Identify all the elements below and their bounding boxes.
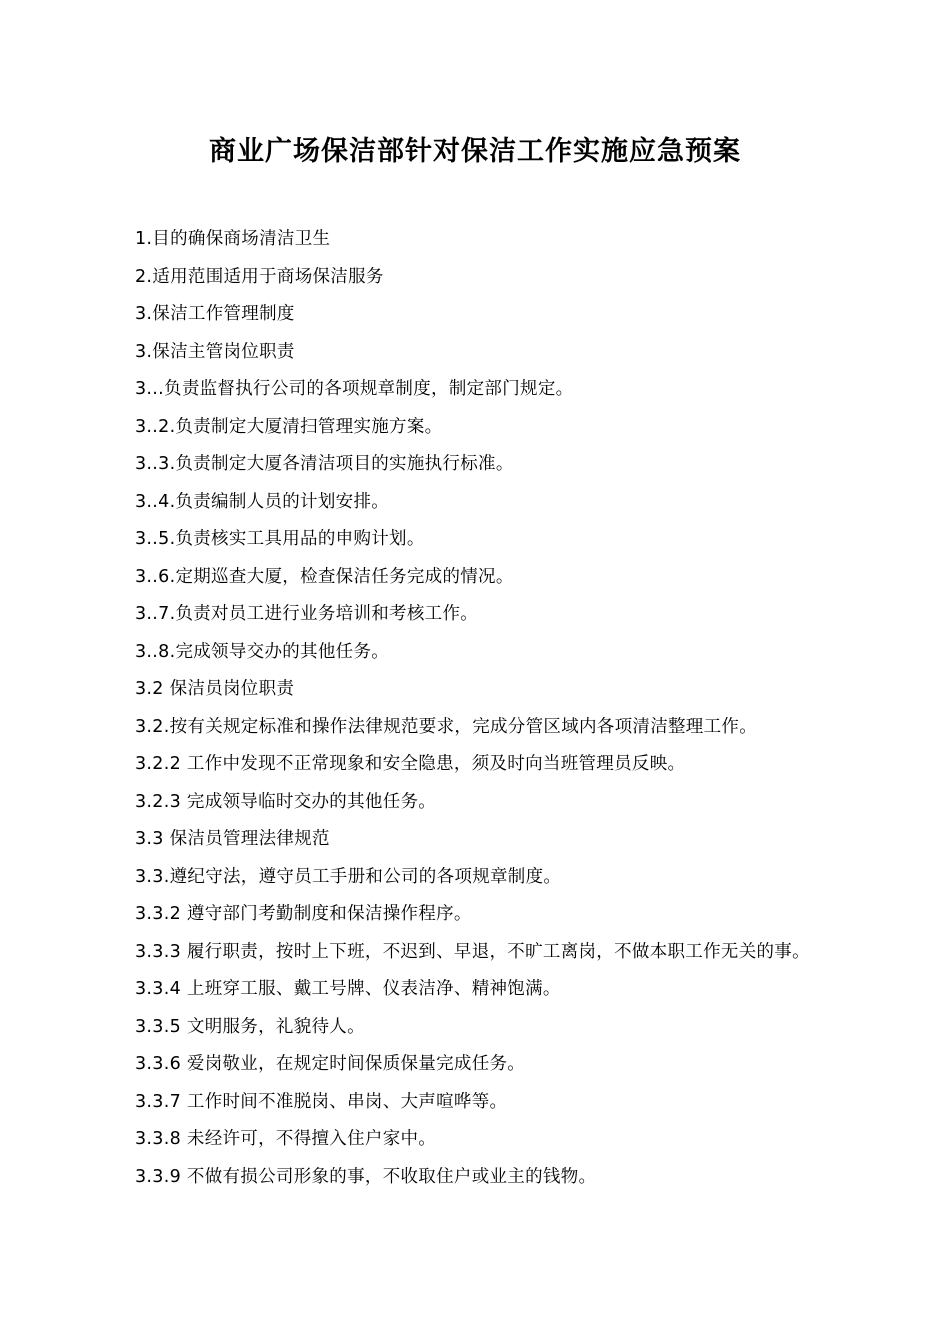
paragraph: 3.3.5 文明服务，礼貌待人。 xyxy=(135,1016,365,1037)
paragraph: 3..8.完成领导交办的其他任务。 xyxy=(135,641,390,662)
paragraph: 3.3.8 未经许可，不得擅入住户家中。 xyxy=(135,1129,437,1149)
paragraph: 3.保洁主管岗位职责 xyxy=(135,341,295,362)
paragraph: 3..7.负责对员工进行业务培训和考核工作。 xyxy=(135,604,479,624)
paragraph: 3.3.4 上班穿工服、戴工号牌、仪表洁净、精神饱满。 xyxy=(135,979,561,999)
paragraph: 3..2.负责制定大厦清扫管理实施方案。 xyxy=(135,416,443,437)
paragraph: 3.2.2 工作中发现不正常现象和安全隐患，须及时向当班管理员反映。 xyxy=(135,754,686,774)
paragraph: 3...负责监督执行公司的各项规章制度，制定部门规定。 xyxy=(135,379,574,399)
paragraph: 3.2.按有关规定标准和操作法律规范要求，完成分管区域内各项清洁整理工作。 xyxy=(135,716,757,737)
paragraph: 1.目的确保商场清洁卫生 xyxy=(135,229,331,249)
paragraph: 3.3.3 履行职责，按时上下班，不迟到、早退，不旷工离岗，不做本职工作无关的事。 xyxy=(135,941,810,962)
paragraph: 3..5.负责核实工具用品的申购计划。 xyxy=(135,529,425,549)
paragraph: 3..4.负责编制人员的计划安排。 xyxy=(135,491,390,512)
paragraph: 3.3.遵纪守法，遵守员工手册和公司的各项规章制度。 xyxy=(135,866,562,887)
document-body xyxy=(115,221,845,1196)
paragraph: 3.3.6 爱岗敬业，在规定时间保质保量完成任务。 xyxy=(135,1054,526,1074)
paragraph: 3..3.负责制定大厦各清洁项目的实施执行标准。 xyxy=(135,454,514,474)
paragraph: 3.2 保洁员岗位职责 xyxy=(135,679,295,699)
paragraph: 3.2.3 完成领导临时交办的其他任务。 xyxy=(135,791,437,812)
paragraph: 2.适用范围适用于商场保洁服务 xyxy=(135,266,384,287)
paragraph: 3..6.定期巡查大厦，检查保洁任务完成的情况。 xyxy=(135,566,514,587)
paragraph: 3.3.7 工作时间不准脱岗、串岗、大声喧哗等。 xyxy=(135,1091,508,1112)
document-title: 商业广场保洁部针对保洁工作实施应急预案 xyxy=(209,136,741,167)
paragraph: 3.3.9 不做有损公司形象的事，不收取住户或业主的钱物。 xyxy=(135,1166,597,1187)
paragraph: 3.保洁工作管理制度 xyxy=(135,304,295,324)
paragraph: 3.3.2 遵守部门考勤制度和保洁操作程序。 xyxy=(135,904,472,924)
paragraph: 3.3 保洁员管理法律规范 xyxy=(135,829,330,849)
